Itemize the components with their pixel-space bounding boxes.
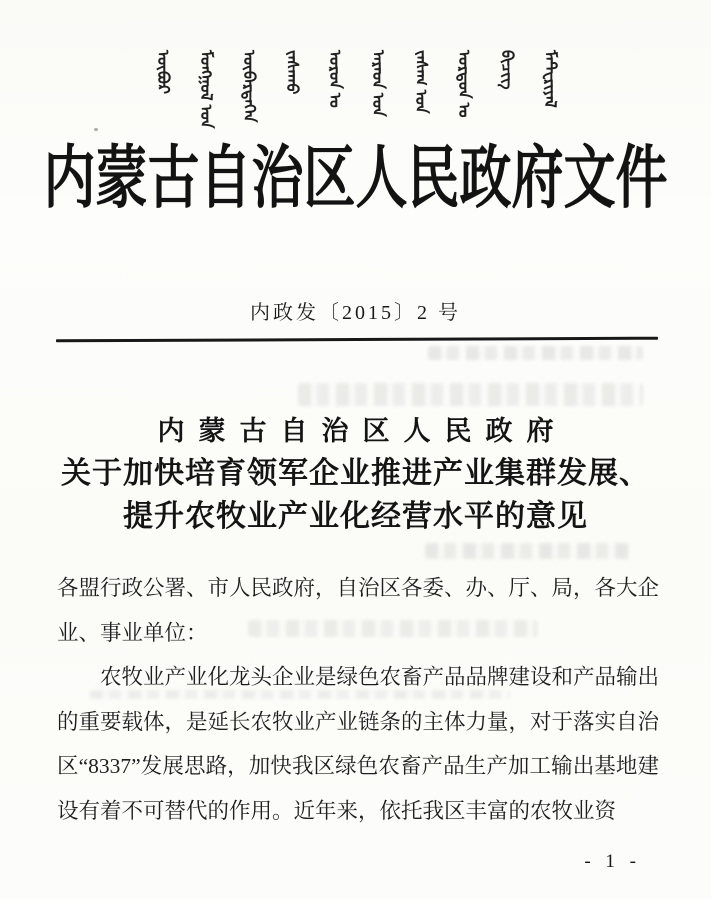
document-title	[0, 410, 711, 538]
mongolian-word: ᠮᠣᠩᠭᠣᠯ ᠤᠨ	[197, 50, 214, 129]
mongolian-word: ᠥᠪᠡᠷᠲᠡᠭᠡᠨ	[240, 50, 257, 123]
salutation-line: 各盟行政公署、市人民政府，自治区各委、办、厅、局，各大企业、事业单位：	[57, 576, 660, 645]
mongolian-word: ᠣᠷᠣᠨ ᠤ	[326, 50, 343, 108]
mongolian-word: ᠮᠠᠲ᠋ᠧᠷᠢᠶᠠᠯ	[541, 50, 558, 108]
mongolian-word: ᠪᠢᠴᠢᠭ	[498, 50, 515, 90]
document-body	[57, 566, 659, 834]
body-paragraph: 农牧业产业化龙头企业是绿色农畜产品品牌建设和产品输出的重要载体，是延长农牧业产业链条的主体力量，对于落实自治区“8337”发展思路，加快我区绿色农畜产品生产加工输出基地建设有着不可替代的作用。近年来，依托我区丰富的农牧业资	[57, 665, 660, 823]
header-separator-rule	[56, 337, 658, 343]
doc-reference-number: 内政发〔2015〕2 号	[250, 302, 461, 324]
scan-speck	[94, 128, 98, 131]
mongolian-word: ᠠᠷᠠᠳ ᠤᠨ	[369, 50, 386, 117]
bleed-through-artifact	[425, 543, 630, 559]
document-title-line: 关于加快培育领军企业推进产业集群发展、	[61, 457, 650, 490]
mongolian-word: ᠵᠠᠰᠠᠬᠤ	[283, 50, 300, 95]
page-number: - 1 -	[584, 851, 641, 872]
document-paragraphs	[57, 655, 659, 833]
bleed-through-artifact	[428, 346, 643, 360]
document-title-line: 提升农牧业产业化经营水平的意见	[123, 500, 588, 533]
mongolian-word: ᠣᠷᠳᠣᠨ ᠤ	[455, 50, 472, 118]
mongolian-word: ᠥᠪᠥᠷ	[154, 50, 171, 94]
bleed-through-artifact	[298, 383, 643, 406]
document-title-line: 内蒙古自治区人民政府	[157, 416, 568, 446]
mongolian-word: ᠵᠠᠰᠠᠭ ᠤᠨ	[412, 50, 429, 114]
org-title-headline: 内蒙古自治区人民政府文件	[43, 142, 668, 218]
mongolian-script-header	[0, 50, 711, 128]
